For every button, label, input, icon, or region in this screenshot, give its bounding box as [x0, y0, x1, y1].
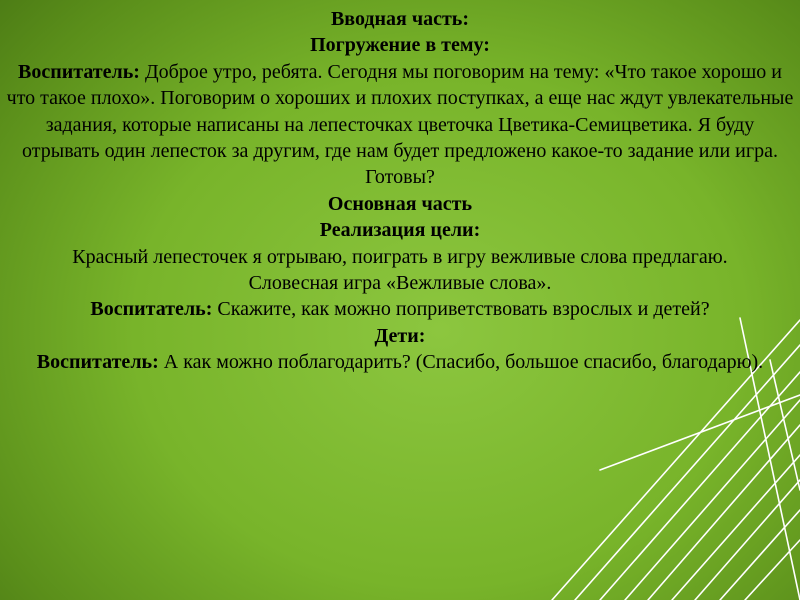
heading-main-part: Основная часть [327, 192, 473, 215]
decor-line [648, 425, 800, 600]
heading-intro: Вводная часть: [330, 8, 470, 30]
teacher-text: А как можно поблагодарить? (Спасибо, большое спасибо, благодарю). [158, 351, 764, 374]
decor-line [720, 510, 800, 600]
decor-line [770, 360, 800, 490]
decor-line [672, 455, 800, 600]
speaker-label: Воспитатель: [17, 60, 140, 83]
teacher-text: Скажите, как можно поприветствовать взрослых и детей? [212, 298, 710, 321]
decor-line [745, 540, 800, 600]
children-label: Дети: [374, 324, 426, 347]
red-petal-paragraph: Красный лепесточек я отрываю, поиграть в игру вежливые слова предлагаю. [72, 245, 728, 268]
game-title: Словесная игра «Вежливые слова». [248, 272, 552, 295]
slide-content [0, 6, 800, 376]
teacher-text: Доброе утро, ребята. Сегодня мы поговорим на тему: «Что такое хорошо и что такое плохо». Поговорим о хороших и плохих поступках, а еще нас ждут увлекательные задания, которые написаны на лепесточках цветочка Цветика-Семицветика. Я буду отрывать один лепесток за другим, где нам будет предложено какое-то задание или игра. Готовы? [6, 60, 794, 189]
heading-goal: Реализация цели: [319, 219, 481, 242]
teacher-paragraph-1 [0, 59, 800, 191]
decor-line [600, 395, 800, 470]
speaker-label: Воспитатель: [90, 298, 213, 321]
decor-line [625, 400, 800, 600]
teacher-paragraph-3 [0, 349, 800, 375]
decor-line [600, 372, 800, 600]
decor-line [575, 345, 800, 600]
speaker-label: Воспитатель: [36, 351, 159, 374]
decor-line [695, 480, 800, 600]
teacher-paragraph-2 [0, 296, 800, 322]
heading-immersion: Погружение в тему: [310, 34, 490, 57]
